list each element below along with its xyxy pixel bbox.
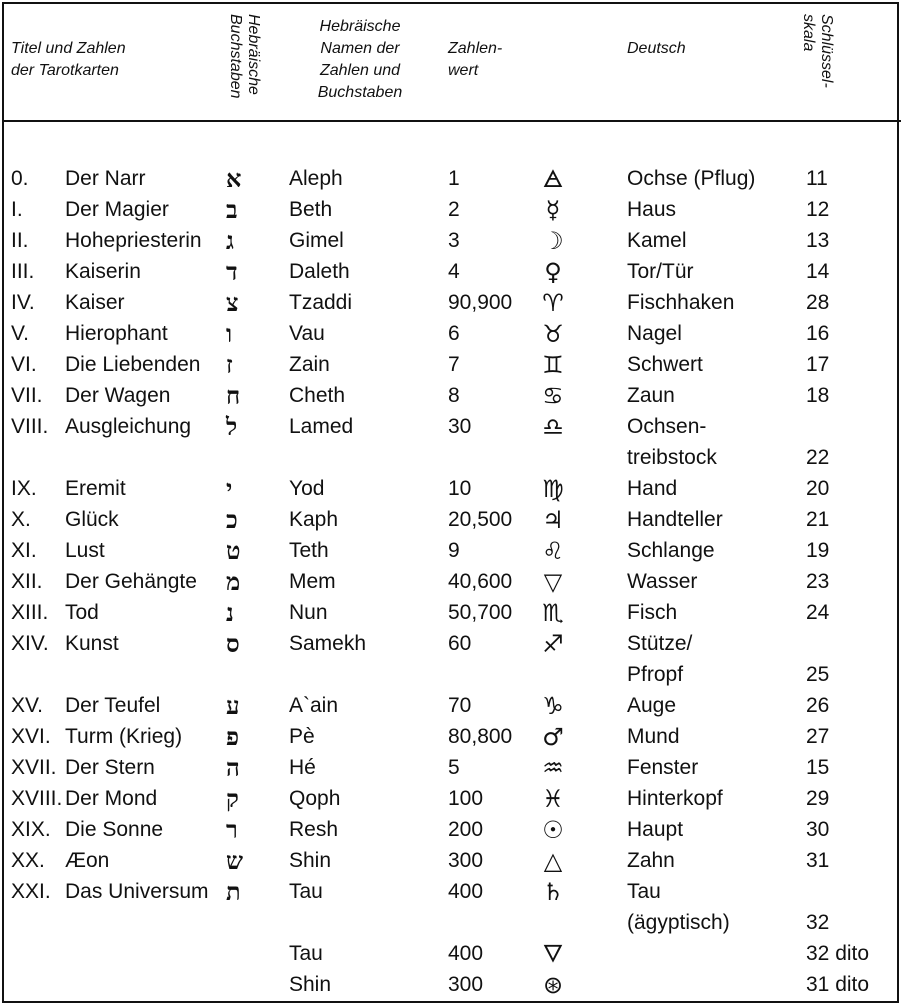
card-title: Lust xyxy=(65,539,105,562)
card-number: II. xyxy=(11,229,29,252)
hebrew-name: Shin xyxy=(289,849,332,872)
numeric-value: 2 xyxy=(448,198,460,221)
card-title: Die Sonne xyxy=(65,818,164,841)
numeric-value: 90,900 xyxy=(448,291,513,314)
astro-symbol: ♒ xyxy=(542,754,564,782)
card-number: IX. xyxy=(11,477,37,500)
hebrew-name: Kaph xyxy=(289,508,339,531)
card-title: Hierophant xyxy=(65,322,168,345)
hebrew-letter: נ xyxy=(226,598,234,627)
german-meaning: Ochsen- xyxy=(627,415,707,438)
header-divider xyxy=(2,120,901,122)
card-number: XXI. xyxy=(11,880,51,903)
key-scale-value: 18 xyxy=(806,384,830,407)
numeric-value: 200 xyxy=(448,818,484,841)
key-scale-value: 20 xyxy=(806,477,830,500)
astro-symbol: △ xyxy=(543,847,563,875)
hebrew-letter: ק xyxy=(226,784,239,813)
key-scale-value: 26 xyxy=(806,694,830,717)
card-title: Eremit xyxy=(65,477,126,500)
card-number: VIII. xyxy=(11,415,49,438)
german-meaning: Fisch xyxy=(627,601,678,624)
key-scale-value: 25 xyxy=(806,663,830,686)
numeric-value: 1 xyxy=(448,167,460,190)
card-title: Ausgleichung xyxy=(65,415,192,438)
hebrew-name: Teth xyxy=(289,539,329,562)
card-number: XVI. xyxy=(11,725,51,748)
hebrew-name: Beth xyxy=(289,198,333,221)
numeric-value: 8 xyxy=(448,384,460,407)
astro-symbol: ♂ xyxy=(542,723,564,751)
numeric-value: 70 xyxy=(448,694,472,717)
hebrew-letter: י xyxy=(226,474,233,503)
hebrew-name: Tau xyxy=(289,880,323,903)
hebrew-name: Aleph xyxy=(289,167,343,190)
astro-symbol: 🜁 xyxy=(542,165,564,193)
card-title: Hohepriesterin xyxy=(65,229,202,252)
astro-symbol: ♊ xyxy=(542,351,564,379)
german-meaning: Hand xyxy=(627,477,678,500)
card-number: XIII. xyxy=(11,601,49,624)
astro-symbol: ♎ xyxy=(542,413,564,441)
card-title: Die Liebenden xyxy=(65,353,201,376)
key-scale-value: 27 xyxy=(806,725,830,748)
card-title: Glück xyxy=(65,508,119,531)
card-number: XV. xyxy=(11,694,43,717)
card-number: V. xyxy=(11,322,29,345)
hebrew-letter: ג xyxy=(226,226,234,255)
card-title: Der Narr xyxy=(65,167,146,190)
hebrew-letter: ב xyxy=(226,195,238,224)
card-number: XI. xyxy=(11,539,37,562)
key-scale-value: 23 xyxy=(806,570,830,593)
numeric-value: 100 xyxy=(448,787,484,810)
hebrew-name: Pè xyxy=(289,725,315,748)
german-meaning: Fischhaken xyxy=(627,291,735,314)
german-meaning: Mund xyxy=(627,725,680,748)
astro-symbol: ♃ xyxy=(542,506,564,534)
card-title: Kaiserin xyxy=(65,260,141,283)
hebrew-name: Tzaddi xyxy=(289,291,353,314)
astro-symbol: ♓ xyxy=(542,785,564,813)
header-key-scale: Schlüssel- skala xyxy=(800,14,835,88)
hebrew-name: Tau xyxy=(289,942,323,965)
card-number: XVIII. xyxy=(11,787,63,810)
astro-symbol: ♋ xyxy=(542,382,564,410)
hebrew-letter: א xyxy=(226,164,242,193)
hebrew-name: Hé xyxy=(289,756,316,779)
numeric-value: 20,500 xyxy=(448,508,513,531)
astro-symbol: ☉ xyxy=(542,816,564,844)
astro-symbol: ♍ xyxy=(542,475,564,503)
card-number: VII. xyxy=(11,384,43,407)
hebrew-letter: ל xyxy=(226,412,238,441)
card-title: Der Teufel xyxy=(65,694,161,717)
card-title: Der Wagen xyxy=(65,384,171,407)
hebrew-letter: ט xyxy=(226,536,241,565)
key-scale-value: 32 xyxy=(806,911,830,934)
card-title: Der Stern xyxy=(65,756,155,779)
german-meaning: Kamel xyxy=(627,229,687,252)
hebrew-letter: פ xyxy=(226,722,240,751)
astro-symbol: ▽ xyxy=(543,568,563,596)
numeric-value: 9 xyxy=(448,539,460,562)
german-meaning: treibstock xyxy=(627,446,717,469)
hebrew-letter: ע xyxy=(226,691,240,720)
card-title: Kunst xyxy=(65,632,119,655)
hebrew-letter: צ xyxy=(226,288,239,317)
astro-symbol: ♉ xyxy=(542,320,564,348)
numeric-value: 5 xyxy=(448,756,460,779)
hebrew-name: Mem xyxy=(289,570,336,593)
numeric-value: 400 xyxy=(448,880,484,903)
key-scale-value: 32 dito xyxy=(806,942,870,965)
hebrew-letter: ה xyxy=(226,753,240,782)
numeric-value: 10 xyxy=(448,477,472,500)
card-number: IV. xyxy=(11,291,35,314)
hebrew-letter: ח xyxy=(226,381,241,410)
numeric-value: 4 xyxy=(448,260,460,283)
astro-symbol: ♀ xyxy=(544,258,562,286)
card-number: XIX. xyxy=(11,818,51,841)
german-meaning: Wasser xyxy=(627,570,698,593)
german-meaning: Zahn xyxy=(627,849,675,872)
astro-symbol: ♐ xyxy=(542,630,564,658)
german-meaning: Handteller xyxy=(627,508,723,531)
key-scale-value: 12 xyxy=(806,198,830,221)
card-number: VI. xyxy=(11,353,37,376)
header-value: Zahlen- wert xyxy=(448,40,503,79)
card-number: III. xyxy=(11,260,35,283)
card-number: I. xyxy=(11,198,23,221)
german-meaning: Zaun xyxy=(627,384,675,407)
german-meaning: Haupt xyxy=(627,818,684,841)
numeric-value: 7 xyxy=(448,353,460,376)
header-title-numbers: Titel und Zahlen der Tarotkarten xyxy=(11,40,126,79)
card-number: X. xyxy=(11,508,31,531)
key-scale-value: 28 xyxy=(806,291,830,314)
card-title: Der Magier xyxy=(65,198,169,221)
hebrew-letter: מ xyxy=(226,567,241,596)
german-meaning: Ochse (Pflug) xyxy=(627,167,756,190)
numeric-value: 6 xyxy=(448,322,460,345)
hebrew-letter: ת xyxy=(226,877,241,906)
numeric-value: 300 xyxy=(448,849,484,872)
key-scale-value: 29 xyxy=(806,787,830,810)
astro-symbol: ♌ xyxy=(542,537,564,565)
header-hebrew-names: Hebräische Namen der Zahlen und Buchstaben xyxy=(317,18,403,101)
german-meaning: Schwert xyxy=(627,353,703,376)
hebrew-letter: כ xyxy=(226,505,238,534)
key-scale-value: 14 xyxy=(806,260,830,283)
key-scale-value: 21 xyxy=(806,508,830,531)
card-title: Turm (Krieg) xyxy=(65,725,183,748)
card-title: Tod xyxy=(65,601,99,624)
hebrew-letter: ז xyxy=(226,350,233,379)
numeric-value: 300 xyxy=(448,973,484,996)
card-title: Der Mond xyxy=(65,787,158,810)
key-scale-value: 31 xyxy=(806,849,830,872)
card-number: XX. xyxy=(11,849,45,872)
key-scale-value: 31 dito xyxy=(806,973,870,996)
key-scale-value: 15 xyxy=(806,756,830,779)
hebrew-letter: ו xyxy=(226,319,233,348)
card-number: XII. xyxy=(11,570,43,593)
astro-symbol: ♄ xyxy=(542,878,564,906)
astro-symbol: 🜄 xyxy=(542,940,564,968)
hebrew-name: Shin xyxy=(289,973,332,996)
header-hebrew-letters: Hebräische Buchstaben xyxy=(227,14,262,99)
astro-symbol: ♏ xyxy=(542,599,564,627)
card-number: XIV. xyxy=(11,632,49,655)
hebrew-letter: ד xyxy=(226,257,238,286)
hebrew-name: A`ain xyxy=(289,694,339,717)
key-scale-value: 13 xyxy=(806,229,830,252)
german-meaning: Tor/Tür xyxy=(627,260,694,283)
numeric-value: 60 xyxy=(448,632,472,655)
german-meaning: Tau xyxy=(627,880,661,903)
german-meaning: (ägyptisch) xyxy=(627,911,730,934)
card-title: Der Gehängte xyxy=(65,570,197,593)
hebrew-name: Gimel xyxy=(289,229,344,252)
german-meaning: Stütze/ xyxy=(627,632,693,655)
card-title: Das Universum xyxy=(65,880,209,903)
card-number: 0. xyxy=(11,167,29,190)
card-title: Æon xyxy=(65,849,110,872)
astro-symbol: ☿ xyxy=(545,196,561,224)
numeric-value: 50,700 xyxy=(448,601,513,624)
key-scale-value: 16 xyxy=(806,322,830,345)
hebrew-name: Vau xyxy=(289,322,325,345)
hebrew-name: Resh xyxy=(289,818,339,841)
numeric-value: 3 xyxy=(448,229,460,252)
hebrew-name: Zain xyxy=(289,353,330,376)
key-scale-value: 30 xyxy=(806,818,830,841)
key-scale-value: 17 xyxy=(806,353,830,376)
german-meaning: Nagel xyxy=(627,322,682,345)
astro-symbol: ♑ xyxy=(542,692,564,720)
key-scale-value: 22 xyxy=(806,446,830,469)
hebrew-name: Cheth xyxy=(289,384,346,407)
astro-symbol: ⊛ xyxy=(542,971,564,999)
card-title: Kaiser xyxy=(65,291,125,314)
german-meaning: Schlange xyxy=(627,539,715,562)
key-scale-value: 11 xyxy=(806,167,828,190)
hebrew-name: Yod xyxy=(289,477,325,500)
astro-symbol: ☽ xyxy=(542,227,564,255)
header-german: Deutsch xyxy=(627,40,686,57)
german-meaning: Auge xyxy=(627,694,677,717)
card-number: XVII. xyxy=(11,756,57,779)
astro-symbol: ♈ xyxy=(542,289,564,317)
numeric-value: 30 xyxy=(448,415,472,438)
key-scale-value: 19 xyxy=(806,539,830,562)
hebrew-letter: ס xyxy=(226,629,240,658)
numeric-value: 400 xyxy=(448,942,484,965)
numeric-value: 40,600 xyxy=(448,570,513,593)
numeric-value: 80,800 xyxy=(448,725,513,748)
hebrew-letter: ר xyxy=(226,815,238,844)
german-meaning: Hinterkopf xyxy=(627,787,723,810)
german-meaning: Fenster xyxy=(627,756,699,779)
hebrew-name: Daleth xyxy=(289,260,350,283)
key-scale-value: 24 xyxy=(806,601,830,624)
german-meaning: Haus xyxy=(627,198,677,221)
hebrew-name: Qoph xyxy=(289,787,341,810)
hebrew-name: Nun xyxy=(289,601,328,624)
hebrew-name: Lamed xyxy=(289,415,354,438)
german-meaning: Pfropf xyxy=(627,663,684,686)
hebrew-letter: ש xyxy=(226,846,243,875)
hebrew-name: Samekh xyxy=(289,632,367,655)
